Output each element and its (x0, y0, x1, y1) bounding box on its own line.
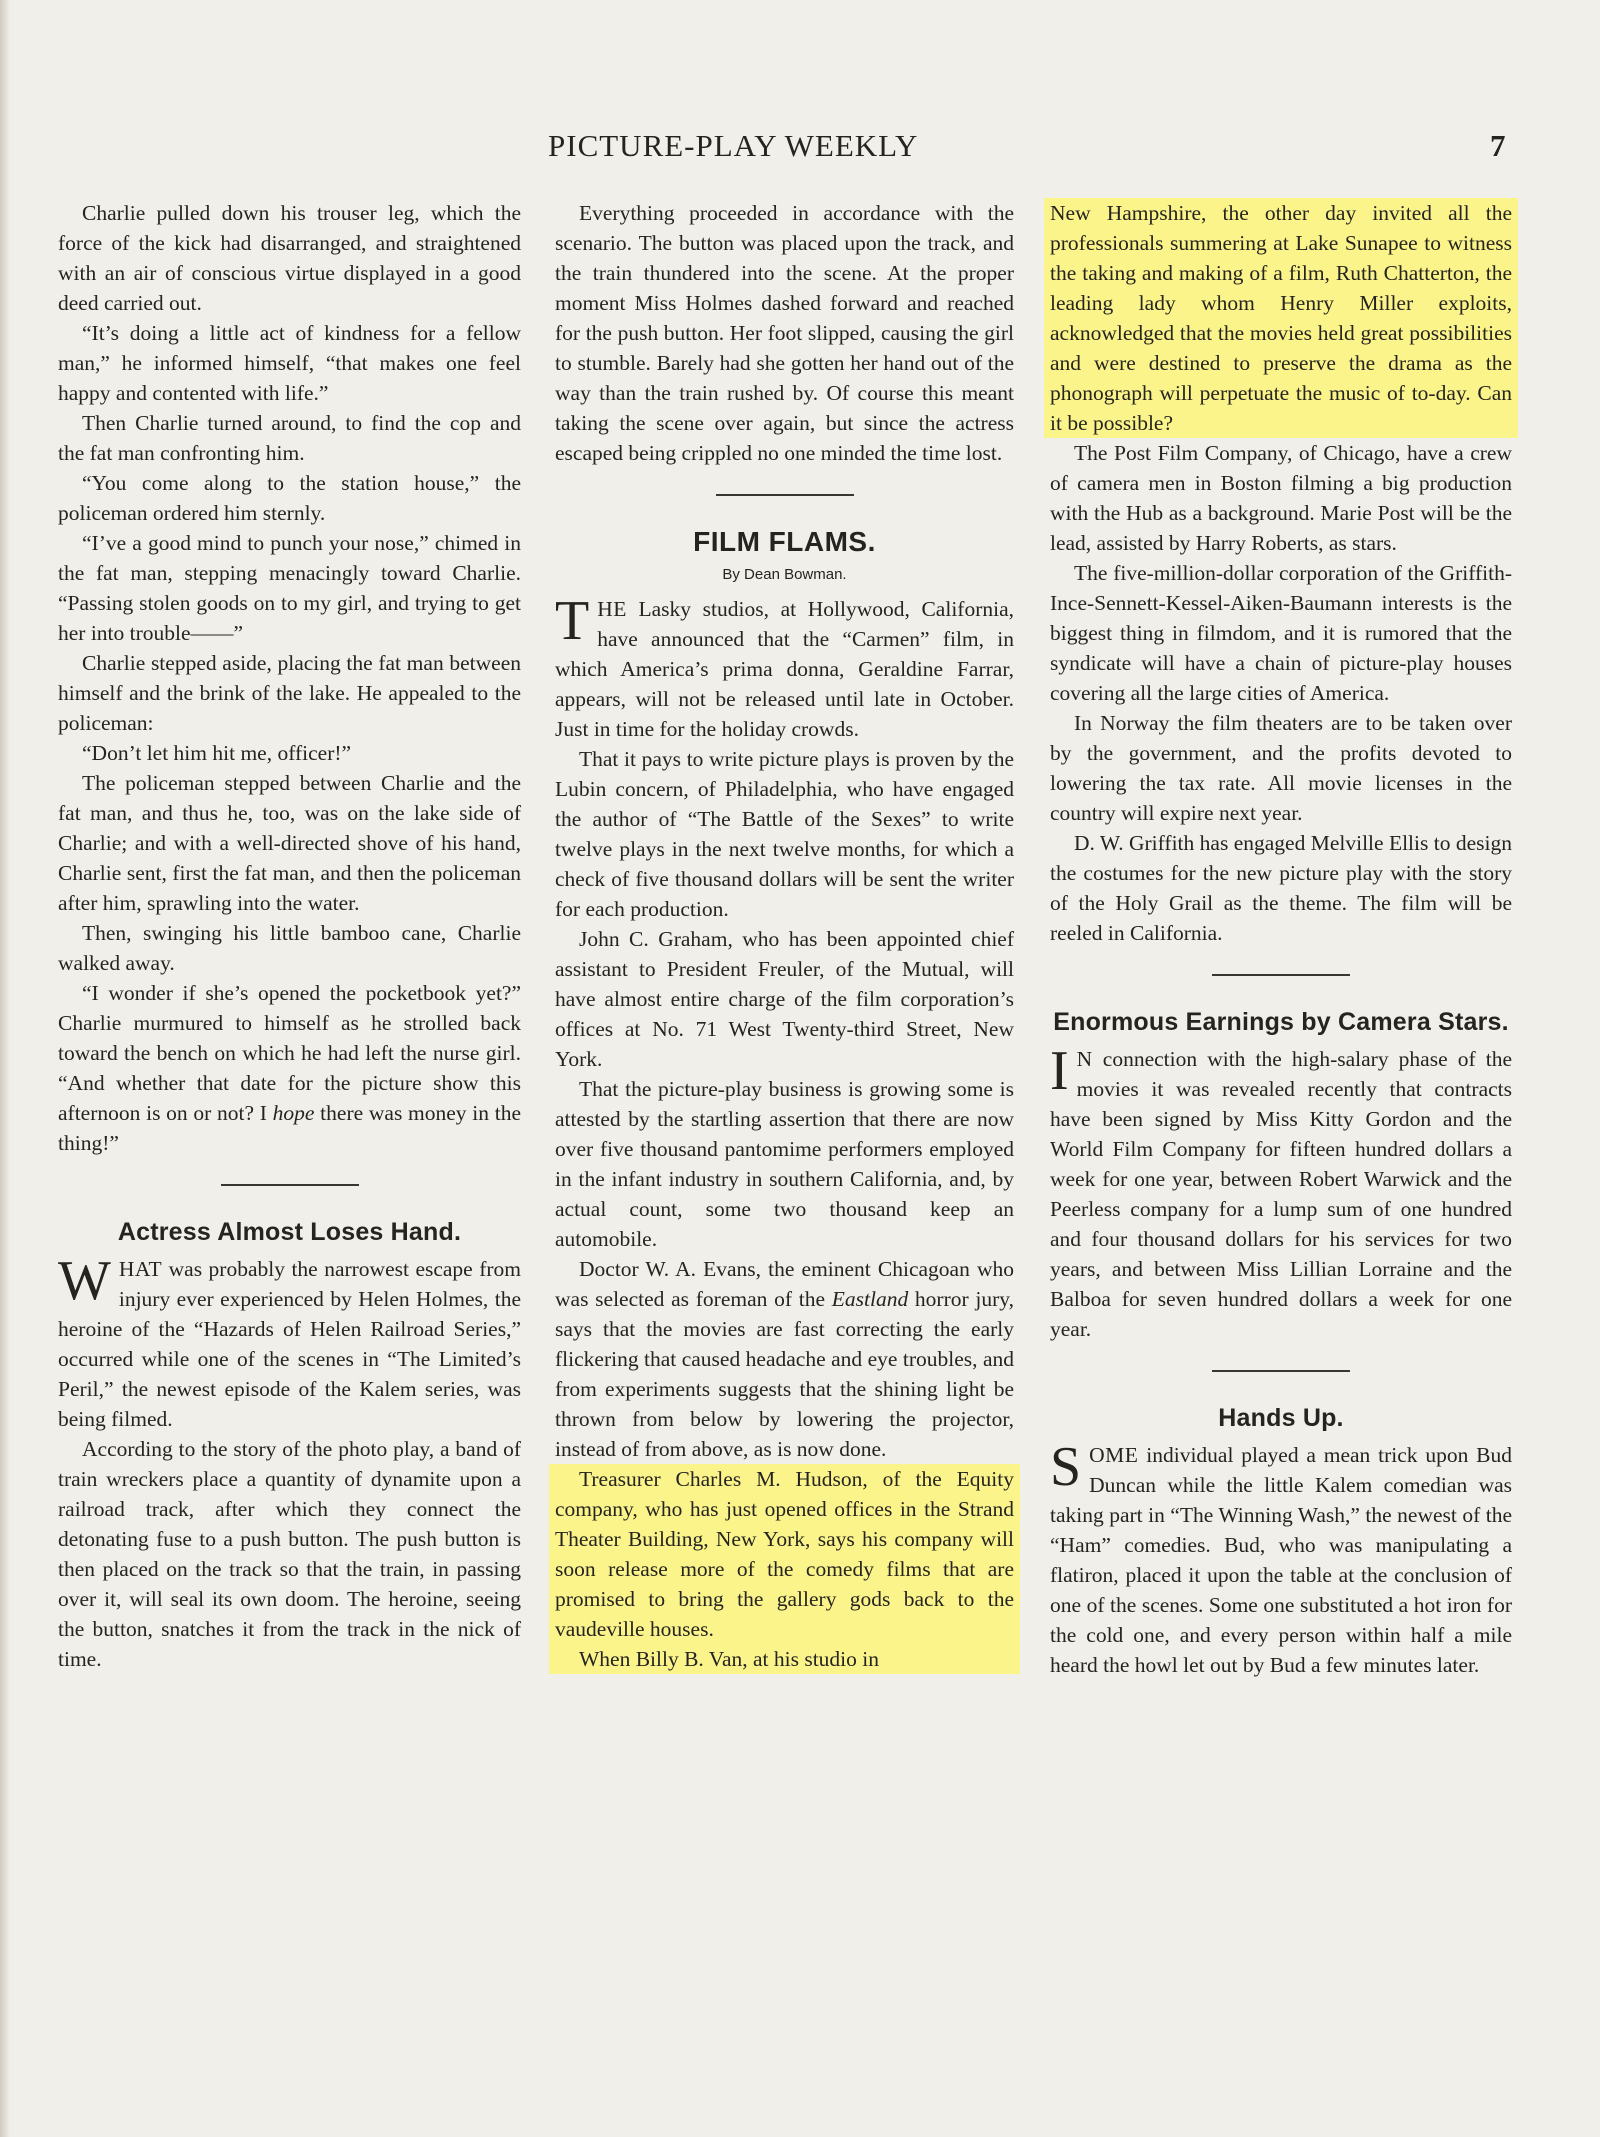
column-1 (58, 198, 521, 1674)
column-2 (555, 198, 1014, 1674)
paragraph: New Hampshire, the other day invited all the professionals summering at Lake Sunapee to witness the taking and making of a film, Ruth Chatterton, the leading lady whom Henry Miller exploits, acknowledged that the movies held great possibilities and were destined to preserve the drama as the phonograph will perpetuate the music of to-day. Can it be possible? (1050, 201, 1512, 435)
column-3 (1050, 198, 1512, 1680)
drop-cap: W (58, 1250, 111, 1312)
paragraph: “It’s doing a little act of kindness for a fellow man,” he informed himself, “that makes one feel happy and contented with life.” (58, 321, 521, 405)
text-run: there was money in the thing!” (58, 1101, 521, 1155)
highlighted-passage (549, 1464, 1020, 1674)
paragraph: Then, swinging his little bamboo cane, Charlie walked away. (58, 921, 521, 975)
text-run: Doctor W. A. Evans, the eminent Chicagoan who was selected as foreman of the (555, 1257, 1014, 1311)
paragraph: That it pays to write picture plays is proven by the Lubin concern, of Philadelphia, who have engaged the author of “The Battle of the Sexes” to write twelve plays in the next twelve months, for which a check of five thousand dollars will be sent the writer for each production. (555, 747, 1014, 921)
paragraph (555, 1254, 1014, 1464)
paragraph: The Post Film Company, of Chicago, have a crew of camera men in Boston filming a big production with the Hub as a background. Marie Post will be the lead, assisted by Harry Roberts, as stars. (1050, 441, 1512, 555)
drop-cap: T (555, 590, 590, 652)
text-run: “I wonder if she’s opened the pocketbook yet?” Charlie murmured to himself as he strolled back toward the bench on which he had left the nurse girl. “And whether that date for the picture show this afternoon is on or not? I (58, 981, 521, 1125)
paragraph: “Don’t let him hit me, officer!” (82, 741, 352, 765)
paragraph (1050, 1436, 1512, 1680)
running-title: PICTURE-PLAY WEEKLY (548, 128, 919, 163)
lead-caps: HAT (118, 1257, 163, 1281)
paragraph: The policeman stepped between Charlie and the fat man, and thus he, too, was on the lake side of Charlie; and with a well-directed shove of his hand, Charlie sent, first the fat man, and then the policeman after him, sprawling into the water. (58, 771, 521, 915)
emphasis-text: hope (272, 1101, 315, 1125)
section-divider (1212, 974, 1350, 976)
paragraph: “You come along to the station house,” the policeman ordered him sternly. (58, 471, 521, 525)
paragraph: The five-million-dollar corporation of the Griffith-Ince-Sennett-Kessel-Aiken-Baumann interests is the biggest thing in filmdom, and it is rumored that the syndicate will have a chain of picture-play houses covering all the large cities of America. (1050, 561, 1512, 705)
headline-earnings: Enormous Earnings by Camera Stars. (1053, 1008, 1509, 1036)
headline-hands-up: Hands Up. (1218, 1404, 1344, 1432)
headline-actress: Actress Almost Loses Hand. (117, 1218, 462, 1246)
lead-caps: HE (597, 597, 627, 621)
paragraph: Charlie pulled down his trouser leg, which the force of the kick had disarranged, and straightened with an air of conscious virtue displayed in a good deed carried out. (58, 201, 521, 315)
byline: By Dean Bowman. (722, 566, 847, 583)
paragraph (1050, 1040, 1512, 1344)
text-run: was probably the narrowest escape from injury ever experienced by Helen Holmes, the heroine of the “Hazards of Helen Railroad Series,” occurred while one of the scenes in “The Limited’s Peril,” the newest episode of the Kalem series, was being filmed. (58, 1257, 521, 1431)
headline-film-flams: FILM FLAMS. (693, 526, 876, 557)
paragraph (58, 978, 521, 1158)
text-run: Lasky studios, at Hollywood, California, have announced that the “Carmen” film, in which America’s prima donna, Geraldine Farrar, appears, will not be released until late in October. Just in time for the holiday crowds. (555, 597, 1014, 741)
page-header (0, 128, 1600, 168)
paragraph: In Norway the film theaters are to be taken over by the government, and the profits devoted to lowering the tax rate. All movie licenses in the country will expire next year. (1050, 711, 1512, 825)
paragraph (58, 1250, 521, 1434)
paragraph: According to the story of the photo play, a band of train wreckers place a quantity of dynamite upon a railroad track, after which they connect the detonating fuse to a push button. The push button is then placed on the track so that the train, in passing over it, will seal its own doom. The heroine, seeing the button, snatches it from the track in the nick of time. (58, 1437, 521, 1671)
paragraph: “I’ve a good mind to punch your nose,” chimed in the fat man, stepping menacingly toward Charlie. “Passing stolen goods on to my girl, and trying to get her into trouble——” (58, 531, 521, 645)
highlighted-passage (1044, 198, 1518, 438)
page-binding-edge (0, 0, 10, 2137)
text-run: individual played a mean trick upon Bud Duncan while the little Kalem comedian was taking part in “The Winning Wash,” the newest of the “Ham” comedies. Bud, who was manipulating a flatiron, placed it upon the table at the conclusion of one of the scenes. Some one substituted a hot iron for the cold one, and every person within half a mile heard the howl let out by Bud a few minutes later. (1050, 1443, 1512, 1677)
paragraph: Treasurer Charles M. Hudson, of the Equity company, who has just opened offices in the Strand Theater Building, New York, says his company will soon release more of the comedy films that are promised to bring the gallery gods back to the vaudeville houses. (555, 1467, 1014, 1641)
lead-caps: OME (1089, 1443, 1139, 1467)
paragraph: Everything proceeded in accordance with the scenario. The button was placed upon the track, and the train thundered into the scene. At the proper moment Miss Holmes dashed forward and reached for the push button. Her foot slipped, causing the girl to stumble. Barely had she gotten her hand out of the way than the train rushed by. Of course this meant taking the scene over again, but since the actress escaped being crippled no one minded the time lost. (555, 201, 1014, 465)
paragraph: John C. Graham, who has been appointed chief assistant to President Freuler, of the Mutual, will have almost entire charge of the film corporation’s offices at No. 71 West Twenty-third Street, New York. (555, 927, 1014, 1071)
paragraph: That the picture-play business is growing some is attested by the startling assertion that there are now over five thousand pantomime performers employed in the infant industry in southern California, and, by actual count, some two thousand keep an automobile. (555, 1077, 1014, 1251)
paragraph: Then Charlie turned around, to find the cop and the fat man confronting him. (58, 411, 521, 465)
section-divider (716, 494, 854, 496)
page-number: 7 (1490, 128, 1506, 163)
text-run: horror jury, says that the movies are fast correcting the early flickering that caused headache and eye troubles, and from experiments suggests that the shining light be thrown from below by lowering the projector, instead of from above, as is now done. (555, 1287, 1014, 1461)
paragraph: Charlie stepped aside, placing the fat man between himself and the brink of the lake. He appealed to the policeman: (58, 651, 521, 735)
lead-caps: N (1076, 1047, 1093, 1071)
text-run: connection with the high-salary phase of the movies it was revealed recently that contracts have been signed by Miss Kitty Gordon and the World Film Company for fifteen hundred dollars a week for one year, between Robert Warwick and the Peerless company for a lump sum of one hundred and four thousand dollars for his services for two years, and between Miss Lillian Lorraine and the Balboa for seven hundred dollars a week for one year. (1050, 1047, 1512, 1341)
paragraph: When Billy B. Van, at his studio in (579, 1647, 880, 1671)
paragraph: D. W. Griffith has engaged Melville Ellis to design the costumes for the new picture play with the story of the Holy Grail as the theme. The film will be reeled in California. (1050, 831, 1512, 945)
paragraph (555, 590, 1014, 744)
drop-cap: I (1050, 1040, 1069, 1102)
emphasis-text: Eastland (831, 1287, 909, 1311)
section-divider (1212, 1370, 1350, 1372)
drop-cap: S (1050, 1436, 1082, 1498)
section-divider (221, 1184, 359, 1186)
